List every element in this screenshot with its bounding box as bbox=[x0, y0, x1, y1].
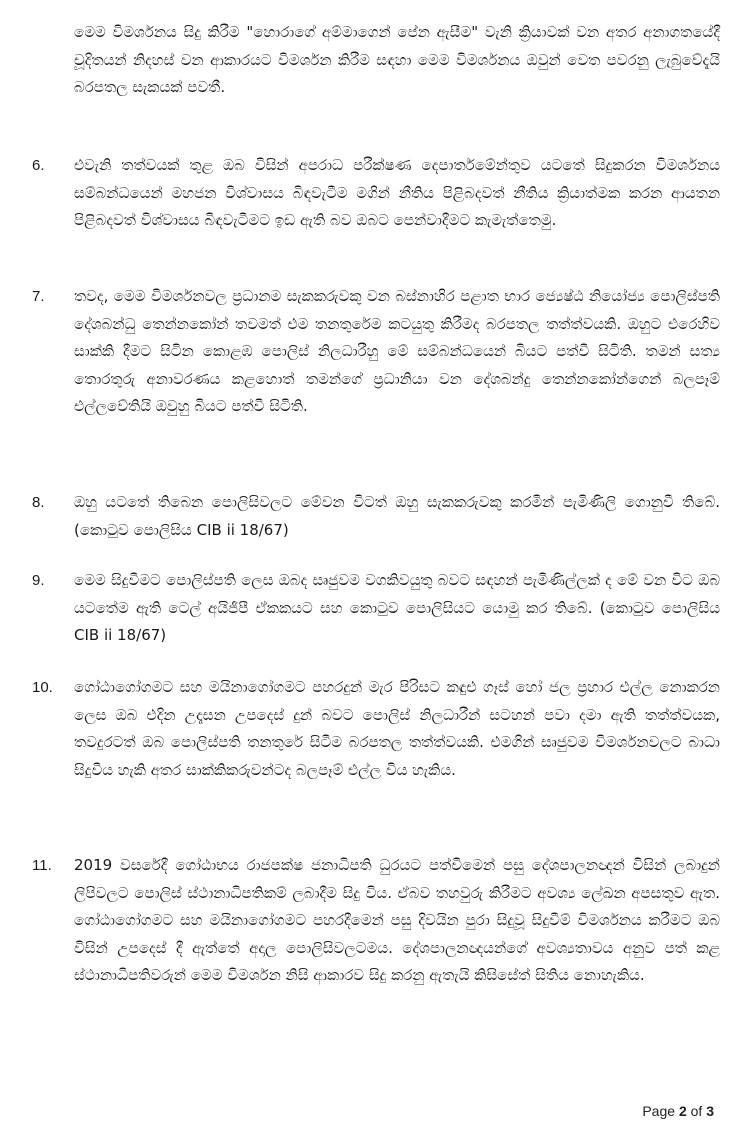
paragraph-number: 10. bbox=[32, 679, 53, 696]
paragraph-9 bbox=[32, 567, 720, 650]
paragraph-number: 8. bbox=[32, 494, 45, 511]
page-word: Page bbox=[642, 1103, 676, 1119]
paragraph-10 bbox=[32, 674, 720, 784]
page-footer bbox=[642, 1103, 714, 1119]
paragraph-number: 6. bbox=[32, 157, 45, 174]
of-word: of bbox=[690, 1103, 703, 1119]
paragraph-text: තවද, මෙම විමර්ශනවල ප්‍රධානම සැකකරුවකු වන බස්නාහිර පළාත භාර ජ්‍යෙෂ්ඨ නියෝජ්‍ය පොලිස්පති දේශබන්ධු තෙන්නකෝන් තවමත් එම තනතුරේම කටයුතු කිරීමද බරපතල තත්ත්වයකි. ඔහුට එරෙහිව සාක්කි දීමට සිටින කොළඹ පොලිස් නිලධාරීහු මේ සම්බන්ධයෙන් බියට පත්වී සිටිති. තමන් සත්‍ය තොරතුරු අනාවරණය කළහොත් තමන්ගේ ප්‍රධානියා වන දේශබන්දු තෙන්නකෝන්ගෙන් බලපෑම් එල්ලවේතියි ඔවුහු බියට පත්වී සිටිති. bbox=[74, 287, 720, 415]
current-page-number: 2 bbox=[678, 1103, 687, 1119]
paragraph-text: එවැනි තත්වයක් තුළ ඔබ විසින් අපරාධ පරීක්ෂණ දෙපාර්තමේන්තුව යටතේ සිදුකරන විමර්ශනය සම්බන්ධයෙන් මහජන විශ්වාසය බිඳවැටීම මගින් නීතිය පිළිබදවත් නීතිය ක්‍රියාත්මක කරන ආයතන පිළිබදවත් විශ්වාසය බිඳවැටීමට ඉඩ ඇති බව ඔබට පෙන්වාදීමට කැමැත්තෙමු. bbox=[74, 156, 720, 229]
paragraph-11 bbox=[32, 852, 720, 990]
paragraph-7 bbox=[32, 283, 720, 421]
paragraph-text: ගෝඨාගෝගමට සහ මයිනාගෝගමට පහරදුන් මැර පිරිසට කඳුළු ගෑස් හෝ ජල ප්‍රහාර එල්ල නොකරන ලෙස ඔබ එදින උදෑසන උපදෙස් දුන් බවට පොලිස් නිලධාරීන් සටහන් පවා දමා ඇති තත්ත්වයක, තවදුරටත් ඔබ පොලිස්පති තනතුරේ සිටීම බරපතල තත්ත්වයකි. එමගින් සෘජුවම විමර්ශනවලට බාධා සිදුවිය හැකි අතර සාක්කිකරුවන්ටද බලපෑම් එල්ල විය හැකිය. bbox=[74, 678, 720, 779]
paragraph-text: 2019 වසරේදී ගෝඨාභය රාජපක්ෂ ජනාධිපති ධුරයට පත්වීමෙන් පසු දේශපාලනඥන් විසින් ලබාදුන් ලිපිවලට පොලිස් ස්ථානාධිපතිකම් ලබාදීම සිදු විය. ඒබව තහවුරු කිරීමට අවශ්‍ය ලේඛන අපසතුව ඇත. ගෝඨාගෝගමට සහ මයිනාගෝගමට පහරදීමෙන් පසු දිවයින පුරා සිදුවූ සිදුවීම් විමර්ශනය කරීමට ඔබ විසින් උපදෙස් දී ඇත්තේ අදාල පොලිසිවලටමය. දේශපාලනඥයන්ගේ අවශ්‍යතාවය අනුව පත් කළ ස්ථානාධිපතිවරුන් මෙම විමර්ශන නිසි ආකාරව සිදු කරනු ඇතැයි කිසිසේත් සිතිය නොහැකිය. bbox=[74, 856, 720, 984]
total-pages-number: 3 bbox=[706, 1103, 714, 1119]
paragraph-number: 7. bbox=[32, 288, 45, 305]
paragraph-text: මෙම විමර්ශනය සිදු කිරීම "හොරාගේ අම්මාගෙන් පේන ඇසීම" වැනි ක්‍රියාවක් වන අතර අනාගතයේදී චූදිතයන් නිදහස් වන ආකාරයට විමර්ශන කිරීම සඳහා මෙම විමර්ශනය ඔවුන් වෙත පවරනු ලැබුවේදැයි බරපතල සැකයක් පවතී. bbox=[74, 23, 720, 96]
paragraph-number: 11. bbox=[32, 857, 52, 874]
paragraph-6 bbox=[32, 152, 720, 235]
paragraph-text: මෙම සිදුවීමට පොලිස්පති ලෙස ඔබද සෘජුවම වගකිවයුතු බවට සඳහන් පැමිණිල්ලක් ද මේ වන විට ඔබ යටතේම ඇති ටෙල් අයිජීපී ඒකකයට සහ කොටුව පොලිසියට යොමු කර තිබේ. (කොටුව පොලිසිය CIB ii 18/67) bbox=[74, 571, 720, 644]
paragraph-continued bbox=[32, 19, 720, 102]
paragraph-number: 9. bbox=[32, 572, 45, 589]
paragraph-text: ඔහු යටතේ තිබෙන පොලිසිවලට මේවන විටත් ඔහු සැකකරුවකු කරමින් පැමිණිලි ගොනුවී තිබේ. (කොටුව පොලිසිය CIB ii 18/67) bbox=[74, 493, 720, 539]
paragraph-8 bbox=[32, 489, 720, 544]
